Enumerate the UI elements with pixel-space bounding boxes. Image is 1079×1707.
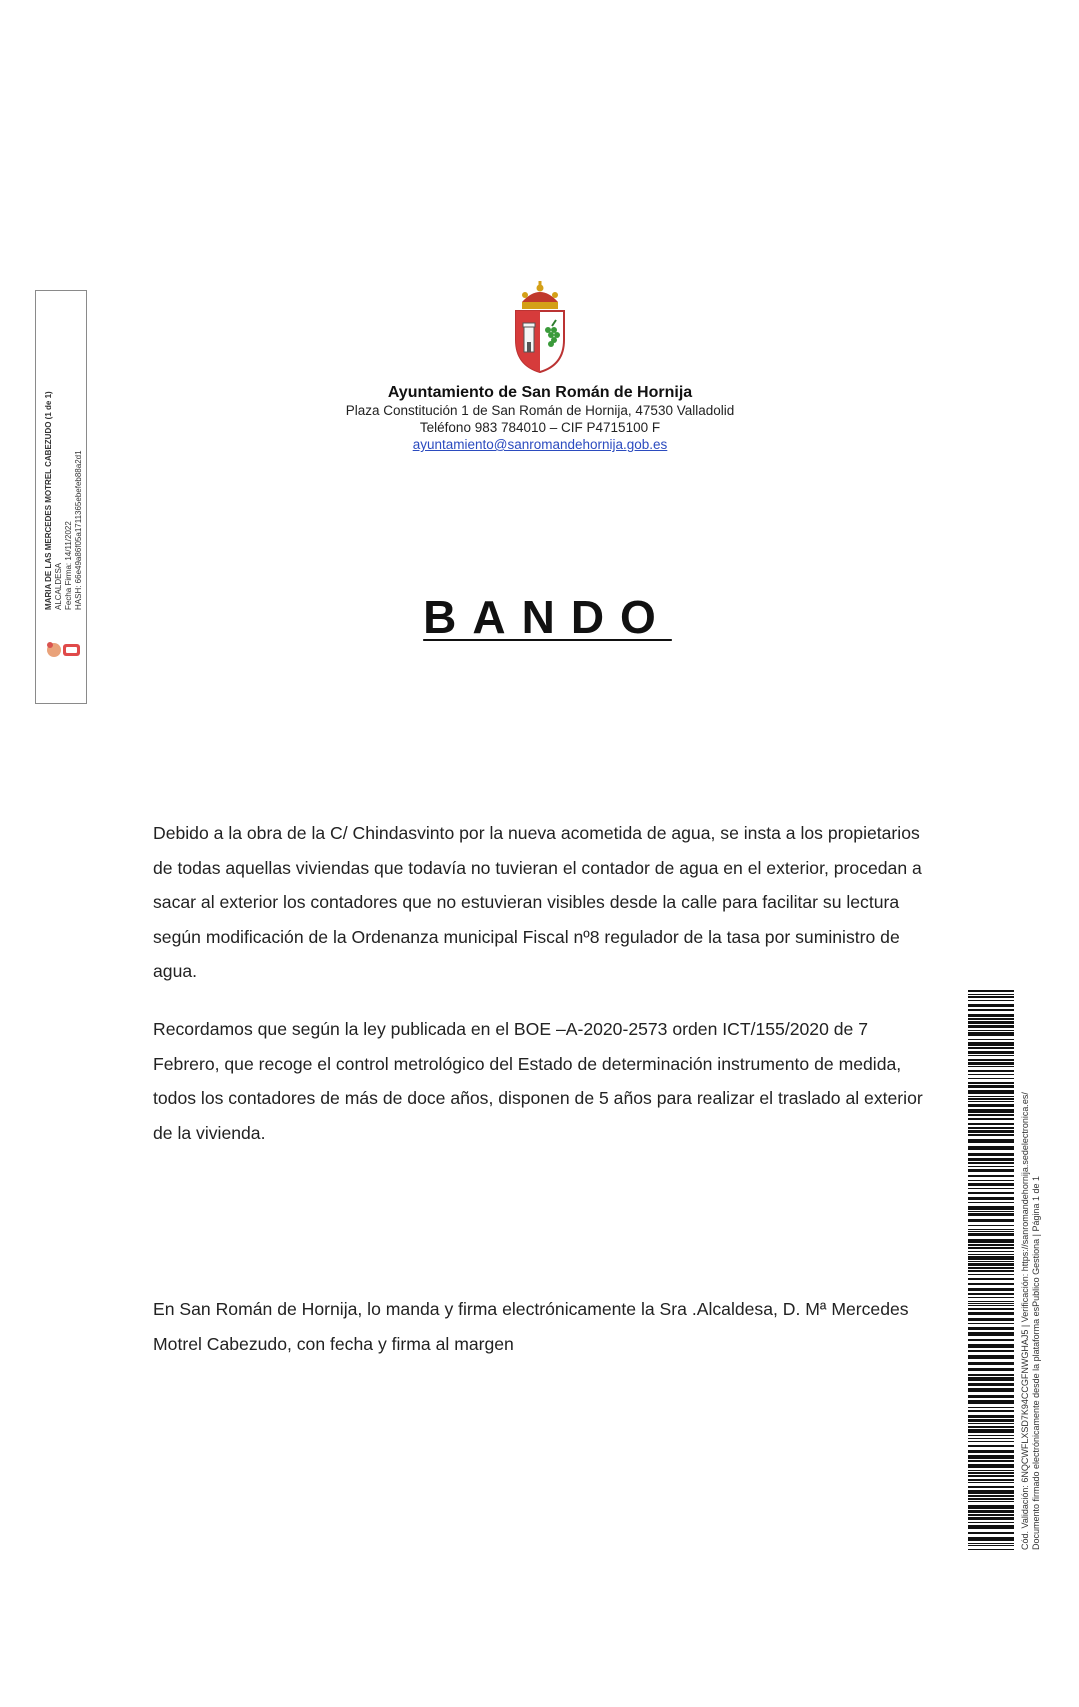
signature-hash: HASH: 66e49a86f05a1711365ebefeb88a2d1	[74, 450, 83, 610]
barcode-bar	[968, 1233, 1014, 1236]
barcode-bar	[968, 1522, 1014, 1523]
barcode-bar	[968, 1213, 1014, 1216]
barcode-bar	[968, 1525, 1014, 1529]
barcode-bar	[968, 1074, 1014, 1075]
barcode-bar	[968, 1062, 1014, 1065]
barcode-bar	[968, 1244, 1014, 1246]
document-title-text: BANDO	[423, 591, 672, 643]
barcode-bar	[968, 1495, 1014, 1497]
barcode-bar	[968, 1455, 1014, 1459]
barcode-bar	[968, 1211, 1014, 1212]
barcode-bar	[968, 1549, 1014, 1550]
barcode-bar	[968, 1197, 1014, 1200]
barcode-bar	[968, 1169, 1014, 1172]
barcode-bar	[968, 1545, 1014, 1546]
barcode-bar	[968, 1517, 1014, 1520]
barcode-bar	[968, 1435, 1014, 1436]
signature-text	[44, 320, 83, 610]
barcode-bar	[968, 1098, 1014, 1100]
barcode-bar	[968, 1229, 1014, 1230]
barcode-bar	[968, 1482, 1014, 1483]
barcode-icon	[968, 990, 1014, 1550]
barcode-bar	[968, 1318, 1014, 1321]
letterhead	[240, 280, 840, 453]
organization-name: Ayuntamiento de San Román de Hornija	[387, 384, 693, 401]
barcode-bar	[968, 1505, 1014, 1509]
barcode-bar	[968, 1388, 1014, 1392]
barcode-bar	[968, 1490, 1014, 1494]
barcode-bar	[968, 1419, 1014, 1422]
barcode-bar	[968, 1101, 1014, 1102]
barcode-bar	[968, 1305, 1014, 1306]
barcode-bar	[968, 1153, 1014, 1156]
barcode-bar	[968, 1004, 1014, 1007]
barcode-bar	[968, 1501, 1014, 1502]
barcode-bar	[968, 1219, 1014, 1222]
barcode-bar	[968, 1256, 1014, 1260]
barcode-bar	[968, 1183, 1014, 1186]
barcode-bar	[968, 1323, 1014, 1324]
barcode-bar	[968, 1450, 1014, 1453]
barcode-bar	[968, 1514, 1014, 1516]
barcode-bar	[968, 1051, 1014, 1054]
validation-text	[1020, 990, 1050, 1550]
barcode-bar	[968, 1247, 1014, 1249]
barcode-bar	[968, 1166, 1014, 1167]
barcode-bar	[968, 1047, 1014, 1049]
barcode-bar	[968, 1261, 1014, 1262]
barcode-bar	[968, 1312, 1014, 1315]
barcode-bar	[968, 1123, 1014, 1125]
barcode-bar	[968, 1355, 1014, 1359]
barcode-bar	[968, 1202, 1014, 1203]
barcode-bar	[968, 1030, 1014, 1031]
barcode-bar	[968, 1090, 1014, 1094]
organization-email-link[interactable]: ayuntamiento@sanromandehornija.gob.es	[412, 437, 668, 452]
barcode-bar	[968, 1146, 1014, 1150]
barcode-bar	[968, 1438, 1014, 1439]
body-paragraph-2: Recordamos que según la ley publicada en el BOE –A-2020-2573 orden ICT/155/2020 de 7 Febrero, que recoge el control metrológico del Estado de determinación instrumento de medida, todos los contadores de más de doce años, disponen de 5 años para realizar el traslado al exterior de la vivienda.	[153, 1019, 923, 1143]
barcode-bar	[968, 1293, 1014, 1295]
body-paragraph-1: Debido a la obra de la C/ Chindasvinto por la nueva acometida de agua, se insta a los propietarios de todas aquellas viviendas que todavía no tuvieran el contador de agua en el exterior, procedan a sacar al exterior los contadores que no estuvieran visibles desde la calle para facilitar su lectura según modificación de la Ordenanza municipal Fiscal nº8 regulador de la tasa por suministro de agua.	[153, 823, 922, 981]
barcode-bar	[968, 1464, 1014, 1468]
barcode-bar	[968, 1274, 1014, 1275]
barcode-bar	[968, 1350, 1014, 1352]
barcode-bar	[968, 1327, 1014, 1330]
barcode-bar	[968, 1014, 1014, 1017]
barcode-bar	[968, 1301, 1014, 1302]
barcode-bar	[968, 1486, 1014, 1488]
barcode-bar	[968, 1066, 1014, 1067]
barcode-bar	[968, 996, 1014, 998]
barcode-bar	[968, 1000, 1014, 1001]
validation-platform: Documento firmado electrónicamente desde la plataforma esPublico Gestiona | Página 1 de 1	[1031, 1175, 1041, 1550]
barcode-bar	[968, 994, 1014, 995]
barcode-bar	[968, 1479, 1014, 1481]
barcode-bar	[968, 1475, 1014, 1477]
barcode-bar	[968, 1158, 1014, 1161]
barcode-bar	[968, 1109, 1014, 1113]
barcode-bar	[968, 1339, 1014, 1341]
barcode-bar	[968, 1400, 1014, 1404]
barcode-bar	[968, 1297, 1014, 1298]
barcode-bar	[968, 1114, 1014, 1116]
barcode-bar	[968, 1162, 1014, 1164]
barcode-bar	[968, 1267, 1014, 1269]
barcode-bar	[968, 1139, 1014, 1143]
barcode-bar	[968, 1206, 1014, 1210]
barcode-bar	[968, 1510, 1014, 1513]
barcode-bar	[968, 1192, 1014, 1194]
barcode-bar	[968, 1283, 1014, 1285]
barcode-bar	[968, 1543, 1014, 1544]
barcode-bar	[968, 1130, 1014, 1133]
barcode-bar	[968, 1096, 1014, 1097]
coat-of-arms-icon	[510, 280, 570, 375]
signature-date: Fecha Firma: 14/11/2022	[64, 521, 73, 610]
barcode-bar	[968, 1395, 1014, 1398]
barcode-bar	[968, 1009, 1014, 1011]
barcode-bar	[968, 1423, 1014, 1424]
barcode-bar	[968, 1415, 1014, 1418]
barcode-bar	[968, 1426, 1014, 1428]
barcode-bar	[968, 1498, 1014, 1500]
barcode-bar	[968, 1055, 1014, 1056]
barcode-bar	[968, 1278, 1014, 1280]
barcode-bar	[968, 1472, 1014, 1474]
barcode-bar	[968, 1059, 1014, 1061]
barcode-bar	[968, 1344, 1014, 1348]
barcode-bar	[968, 1085, 1014, 1088]
barcode-bar	[968, 1070, 1014, 1072]
signer-role: ALCALDESA	[54, 562, 63, 610]
barcode-bar	[968, 1377, 1014, 1381]
barcode-bar	[968, 1441, 1014, 1442]
barcode-bar	[968, 1134, 1014, 1136]
barcode-bar	[968, 1251, 1014, 1252]
barcode-bar	[968, 1231, 1014, 1232]
barcode-bar	[968, 1175, 1014, 1177]
barcode-bar	[968, 1288, 1014, 1291]
barcode-bar	[968, 1104, 1014, 1107]
barcode-bar	[968, 1270, 1014, 1272]
signer-name: MARIA DE LAS MERCEDES MOTREL CABEZUDO (1 de 1)	[44, 391, 53, 610]
barcode-bar	[968, 1308, 1014, 1310]
barcode-bar	[968, 1470, 1014, 1471]
validation-code: Cód. Validación: 6NQCWFLXSD7K94CCGFNWGHAJ5 | Verificación: https://sanromandehornija.sedelectronica.es/	[1020, 1092, 1030, 1550]
barcode-bar	[968, 1374, 1014, 1376]
barcode-bar	[968, 1188, 1014, 1189]
organization-phone-cif: Teléfono 983 784010 – CIF P4715100 F	[419, 420, 661, 435]
barcode-bar	[968, 1532, 1014, 1534]
barcode-bar	[968, 1303, 1014, 1304]
barcode-bar	[968, 1445, 1014, 1447]
barcode-bar	[968, 1021, 1014, 1024]
barcode-bar	[968, 1383, 1014, 1386]
barcode-bar	[968, 1039, 1014, 1040]
barcode-bar	[968, 1368, 1014, 1371]
barcode-bar	[968, 1362, 1014, 1365]
barcode-bar	[968, 1025, 1014, 1028]
barcode-bar	[968, 1460, 1014, 1462]
barcode-bar	[968, 1180, 1014, 1181]
barcode-bar	[968, 1263, 1014, 1266]
barcode-bar	[968, 1018, 1014, 1020]
barcode-bar	[968, 990, 1014, 992]
body-paragraph-3: En San Román de Hornija, lo manda y firma electrónicamente la Sra .Alcaldesa, D. Mª Mercedes Motrel Cabezudo, con fecha y firma al margen	[153, 1299, 909, 1354]
barcode-bar	[968, 1042, 1014, 1046]
barcode-bar	[968, 1239, 1014, 1243]
barcode-bar	[968, 1082, 1014, 1084]
barcode-bar	[968, 1118, 1014, 1120]
document-title	[0, 590, 1079, 644]
barcode-bar	[968, 1410, 1014, 1412]
barcode-bar	[968, 1407, 1014, 1408]
barcode-bar	[968, 1429, 1014, 1433]
barcode-bar	[968, 1332, 1014, 1336]
barcode-bar	[968, 1254, 1014, 1255]
barcode-bar	[968, 1032, 1014, 1036]
barcode-bar	[968, 1537, 1014, 1541]
barcode-bar	[968, 1078, 1014, 1079]
organization-address: Plaza Constitución 1 de San Román de Hornija, 47530 Valladolid	[345, 403, 735, 418]
barcode-bar	[968, 1225, 1014, 1226]
barcode-bar	[968, 1127, 1014, 1129]
